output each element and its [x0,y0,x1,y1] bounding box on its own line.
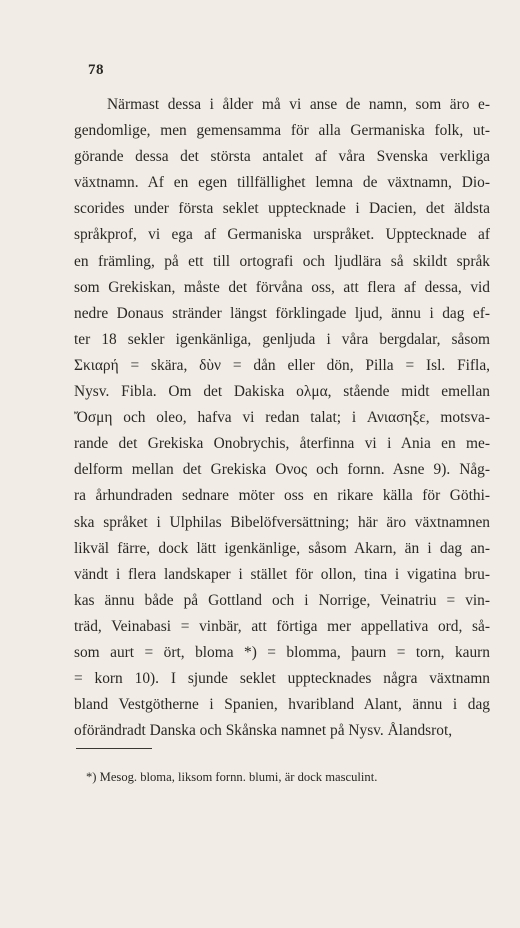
text-line: = korn 10). I sjunde seklet upptecknades några växtnamn [74,670,490,688]
text-line: likväl färre, dock lätt igenkänlige, såsom Akarn, än i dag an- [74,539,490,557]
page-number: 78 [88,62,104,78]
text-line: bland Vestgötherne i Spanien, hvaribland Alant, ännu i dag [74,696,490,714]
text-line: nedre Donaus stränder längst förklingade ljud, ännu i dag ef- [74,304,490,322]
text-line: ter 18 sekler igenkänliga, genljuda i våra bergdalar, såsom [74,330,490,348]
text-line: gendomlige, men gemensamma för alla Germaniska folk, ut- [74,122,490,140]
text-line: växtnamn. Af en egen tillfällighet lemna de växtnamn, Dio- [74,174,490,192]
text-line: görande dessa det största antalet af våra Svenska verkliga [74,148,490,166]
text-line: Nysv. Fibla. Om det Dakiska ολμα, stående midt emellan [74,383,490,401]
text-line: som Grekiskan, måste det förvåna oss, att flera af dessa, vid [74,278,490,296]
text-line: Ὄσμη och oleo, hafva vi redan talat; i Ανιασηξε, motsva- [74,409,490,427]
text-line: Närmast dessa i ålder må vi anse de namn, som äro e- [107,96,490,113]
text-line: träd, Veinabasi = vinbär, att förtiga mer appellativa ord, så- [74,617,490,635]
text-line: som aurt = ört, bloma *) = blomma, þaurn = torn, kaurn [74,643,490,661]
text-line: en främling, på ett till ortografi och ljudlära så skildt språk [74,252,490,270]
text-line: språkprof, vi ega af Germaniska urspråket. Upptecknade af [74,226,490,244]
footnote: *) Mesog. bloma, liksom fornn. blumi, är dock masculint. [86,770,378,784]
text-line: Σκιαρή = skära, δὺν = dån eller dön, Pilla = Isl. Fifla, [74,356,490,374]
text-line: delform mellan det Grekiska Ονος och fornn. Asne 9). Någ- [74,461,490,479]
footnote-divider [76,748,152,749]
text-line: rande det Grekiska Onobrychis, återfinna vi i Ania en me- [74,435,490,453]
text-line: oförändradt Danska och Skånska namnet på Nysv. Ålandsrot, [74,722,453,740]
text-line: ska språket i Ulphilas Bibelöfversättning; här äro växtnamnen [74,513,490,531]
text-line: vändt i flera landskaper i stället för ollon, tina i vigatina bru- [74,565,490,583]
body-text [74,92,490,744]
text-line: ra århundraden sednare möter oss en rikare källa för Göthi- [74,487,490,505]
text-line: scorides under första seklet upptecknade i Dacien, det äldsta [74,200,490,218]
text-line: kas ännu både på Gottland och i Norrige, Veinatriu = vin- [74,591,490,609]
